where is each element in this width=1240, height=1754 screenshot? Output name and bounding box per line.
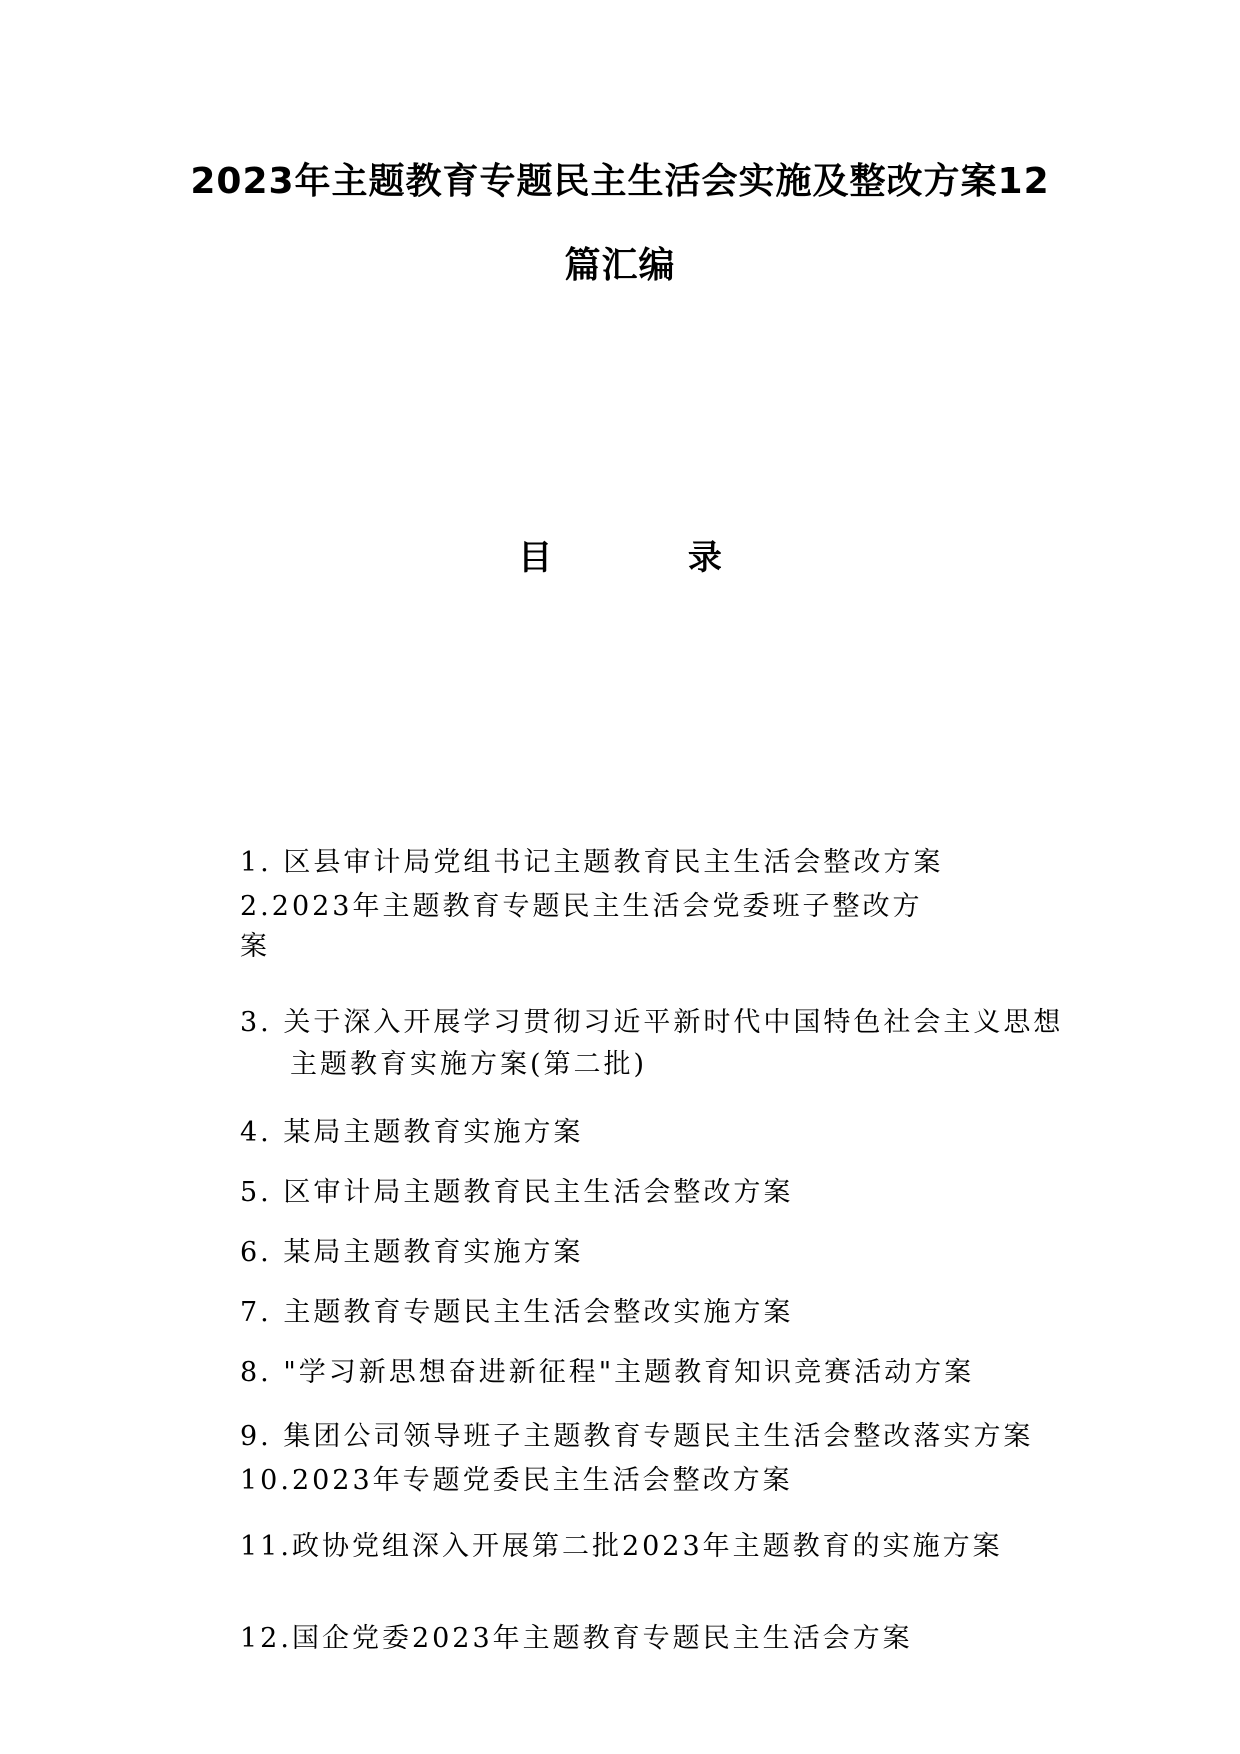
- document-title-line-1: 2023年主题教育专题民主生活会实施及整改方案12: [190, 161, 1050, 202]
- toc-item-5: 5. 区审计局主题教育民主生活会整改方案: [240, 1177, 794, 1208]
- document-title-line-2: 篇汇编: [564, 245, 676, 286]
- toc-item-3-continuation: 主题教育实施方案(第二批): [290, 1049, 648, 1080]
- toc-item-1: 1. 区县审计局党组书记主题教育民主生活会整改方案: [240, 847, 944, 878]
- toc-item-11: 11.政协党组深入开展第二批2023年主题教育的实施方案: [240, 1531, 1003, 1562]
- toc-heading: 目 录: [518, 538, 784, 578]
- toc-item-7: 7. 主题教育专题民主生活会整改实施方案: [240, 1297, 794, 1328]
- toc-item-2-continuation: 案: [240, 931, 270, 962]
- toc-item-10: 10.2023年专题党委民主生活会整改方案: [240, 1465, 793, 1496]
- toc-item-6: 6. 某局主题教育实施方案: [240, 1237, 584, 1268]
- toc-item-3: 3. 关于深入开展学习贯彻习近平新时代中国特色社会主义思想: [240, 1007, 1064, 1038]
- toc-item-4: 4. 某局主题教育实施方案: [240, 1117, 584, 1148]
- toc-item-2: 2.2023年主题教育专题民主生活会党委班子整改方: [240, 891, 923, 922]
- toc-item-8: 8. "学习新思想奋进新征程"主题教育知识竞赛活动方案: [240, 1357, 975, 1388]
- toc-item-9: 9. 集团公司领导班子主题教育专题民主生活会整改落实方案: [240, 1421, 1034, 1452]
- toc-item-12: 12.国企党委2023年主题教育专题民主生活会方案: [240, 1623, 913, 1654]
